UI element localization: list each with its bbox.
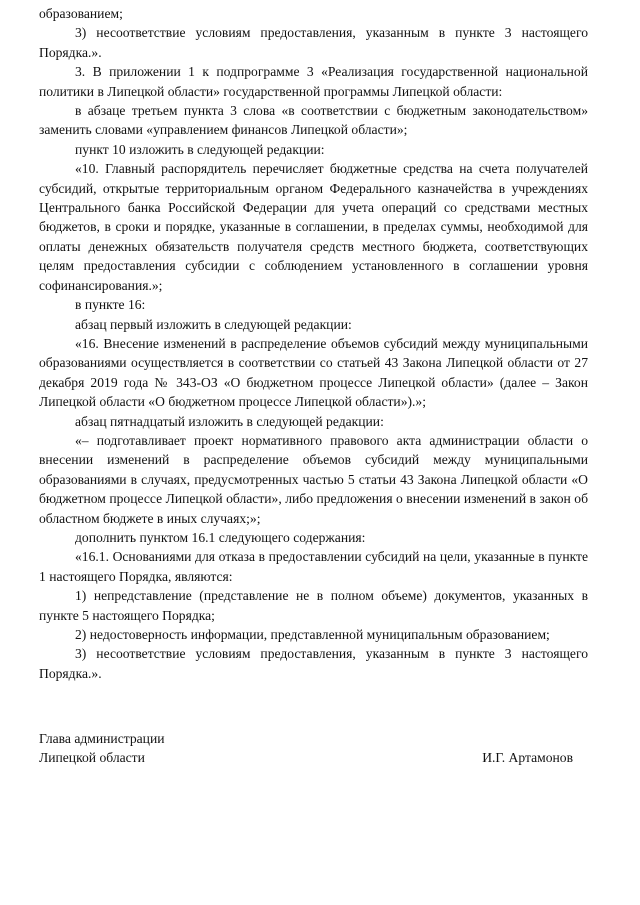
paragraph: «16. Внесение изменений в распределение объемов субсидий между муниципальными образованиями осуществляется в соответствии со статьей 43 Закона Липецкой области от 27 декабря 2019 года № 343-ОЗ «О бюджетном процессе Липецкой области» (далее – Закон Липецкой области «О бюджетном процессе Липецкой области»).»; [39,335,588,410]
paragraph: 3) несоответствие условиям предоставления, указанным в пункте 3 настоящего Порядка.». [39,25,588,60]
document-body [39,4,588,683]
paragraph: «– подготавливает проект нормативного правового акта администрации области о внесении изменений в распределение объемов субсидий между муниципальными образованиями в случаях, предусмотренных частью 5 статьи 43 Закона Липецкой области «О бюджетном процессе Липецкой области», либо предложения о внесении изменений в закон об областном бюджете в иных случаях;»; [39,432,588,526]
signatory-name: И.Г. Артамонов [482,750,573,766]
paragraph: в пункте 16: [75,297,146,313]
paragraph: 1) непредставление (представление не в полном объеме) документов, указанных в пункте 5 настоящего Порядка; [39,588,588,623]
paragraph: 3. В приложении 1 к подпрограмме 3 «Реализация государственной национальной политики в Липецкой области» государственной программы Липецкой области: [39,64,588,99]
paragraph: абзац пятнадцатый изложить в следующей редакции: [75,413,384,429]
paragraph: «10. Главный распорядитель перечисляет бюджетные средства на счета получателей субсидий, открытые территориальным органом Федерального казначейства в учреждениях Центрального банка Российской Федерации для учета операций со средствами местных бюджетов, в сроки и порядке, указанные в соглашении, в пределах суммы, необходимой для оплаты денежных обязательств получателя средств местного бюджета, соответствующих целям предоставления субсидии с соблюдением установленного в соглашении уровня софинансирования.»; [39,161,588,293]
paragraph: в абзаце третьем пункта 3 слова «в соответствии с бюджетным законодательством» заменить словами «управлением финансов Липецкой области»; [39,103,588,138]
paragraph: 3) несоответствие условиям предоставления, указанным в пункте 3 настоящего Порядка.». [39,646,588,681]
signatory-position: Глава администрации [39,731,165,746]
paragraph: «16.1. Основаниями для отказа в предоставлении субсидий на цели, указанные в пункте 1 настоящего Порядка, являются: [39,549,588,584]
paragraph: образованием; [39,6,123,21]
paragraph: абзац первый изложить в следующей редакции: [75,316,352,332]
signature-block [39,729,588,768]
signatory-region: Липецкой области [39,750,145,766]
signature-line [39,729,588,748]
paragraph: пункт 10 изложить в следующей редакции: [75,141,325,157]
paragraph: 2) недостоверность информации, представленной муниципальным образованием; [75,627,550,642]
signature-line [39,748,588,767]
paragraph: дополнить пунктом 16.1 следующего содержания: [75,529,366,545]
